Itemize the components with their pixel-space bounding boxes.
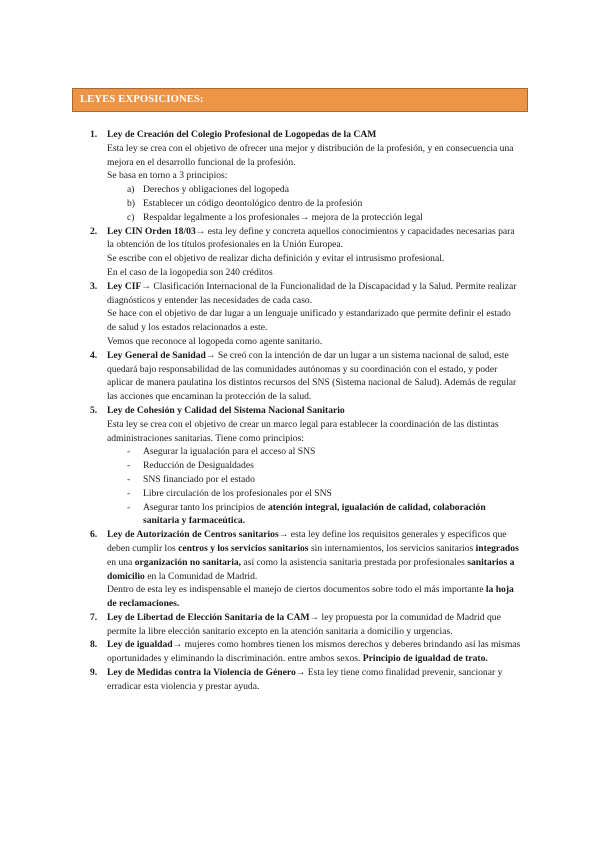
item-number: 4. xyxy=(90,349,98,361)
item-title: Ley de Autorización de Centros sanitarios xyxy=(107,529,279,541)
item-bold-text: organización no sanitaria, xyxy=(134,556,242,568)
section-title: LEYES EXPOSICIONES: xyxy=(80,94,204,105)
bullet-item xyxy=(107,487,522,501)
sub-label: b) xyxy=(127,197,135,209)
item-text: Esta ley se crea con el objetivo de crear un marco legal para establecer la coordinación de las distintas administraciones sanitarias. Tiene como principios: xyxy=(107,418,499,444)
item-text: → esta ley define y concreta aquellos conocimientos y capacidades necesarias para la obtención de los títulos profesionales en la Unión Europea. xyxy=(107,225,515,251)
bullet-bold-text: atención integral, igualación de calidad, colaboración sanitaria y farmaceútica. xyxy=(143,501,486,527)
item-bold-text: la hoja de reclamaciones. xyxy=(107,584,514,610)
item-text: → ley propuesta por la comunidad de Madrid que permite la libre elección sanitario excepto en la atención sanitaria a domicilio y urgencias. xyxy=(107,611,501,637)
list-item xyxy=(90,404,522,528)
bullet-mark: - xyxy=(127,473,131,485)
bullet-text: Asegurar tanto los principios de xyxy=(143,501,268,513)
list-item xyxy=(90,128,522,225)
bullet-text: Libre circulación de los profesionales por el SNS xyxy=(143,487,332,499)
bullet-text: SNS financiado por el estado xyxy=(143,473,255,485)
item-text: → Clasificación Internacional de la Funcionalidad de la Discapacidad y la Salud. Permite realizar diagnósticos y entender las necesidades de cada caso. xyxy=(107,280,517,306)
list-item xyxy=(90,349,522,404)
item-title: Ley de Cohesión y Calidad del Sistema Nacional Sanitario xyxy=(107,404,345,416)
sub-text: Respaldar legalmente a los profesionales→ mejora de la protección legal xyxy=(143,211,423,223)
item-number: 7. xyxy=(90,611,98,623)
item-text: sin internamientos, los servicios sanitarios xyxy=(308,542,476,554)
sub-item xyxy=(107,197,522,211)
bullet-mark: - xyxy=(127,501,131,513)
item-title: Ley de Creación del Colegio Profesional de Logopedas de la CAM xyxy=(107,129,377,140)
list-item xyxy=(90,611,522,639)
bullet-mark: - xyxy=(127,487,131,499)
item-title: Ley de Libertad de Elección Sanitaria de la CAM xyxy=(107,611,310,623)
item-text: Esta ley se crea con el objetivo de ofrecer una mejor y distribución de la profesión, y en consecuencia una mejora en el desarrollo funcional de la profesión. xyxy=(107,142,514,168)
sub-label: c) xyxy=(127,211,135,223)
item-text: → Se creó con la intención de dar un lugar a un sistema nacional de salud, este quedará bajo responsabilidad de las comunidades autónomas y su coordinación con el estado, y poder aplicar de manera paulatina los distintos recursos del SNS (Sistema nacional de Salud). Además de regular las acciones que encaminan la protección de la salud. xyxy=(107,349,517,403)
item-bold-text: Principio de igualdad de trato. xyxy=(362,653,488,665)
item-text: en la Comunidad de Madrid. xyxy=(144,570,258,582)
item-text: → esta ley define los requisitos generales y específicos que deben cumplir los xyxy=(107,529,507,554)
item-title: Ley de igualdad xyxy=(107,639,173,651)
item-text: → mujeres como hombres tienen los mismos derechos y deberes brindando así las mismas oportunidades y eliminando la discriminación. entre ambos sexos. xyxy=(107,639,521,665)
list-item xyxy=(90,280,522,349)
item-number: 9. xyxy=(90,667,98,679)
bullet-mark: - xyxy=(127,460,131,472)
item-text: → Esta ley tiene como finalidad prevenir, sancionar y erradicar esta violencia y prestar ayuda. xyxy=(107,667,503,692)
list-item xyxy=(90,666,522,694)
item-bold-text: integrados xyxy=(475,542,519,554)
bullet-item xyxy=(107,473,522,487)
item-number: 2. xyxy=(90,225,98,237)
sub-text: Derechos y obligaciones del logopeda xyxy=(143,184,289,196)
sub-label: a) xyxy=(127,184,135,196)
sub-item xyxy=(107,211,522,225)
item-number: 5. xyxy=(90,404,98,416)
list-item xyxy=(90,528,522,611)
bullet-text: Reducción de Desigualdades xyxy=(143,460,254,472)
item-text: Se hace con el objetivo de dar lugar a un lenguaje unificado y estandarizado que permite definir el estado de salud y los estados relacionados a este. xyxy=(107,308,511,334)
item-number: 1. xyxy=(90,129,98,140)
bullet-item xyxy=(107,459,522,473)
item-text: En el caso de la logopedia son 240 créditos xyxy=(107,266,273,278)
list-item xyxy=(90,225,522,280)
item-number: 3. xyxy=(90,280,98,292)
list-item xyxy=(90,638,522,666)
item-text: así como la asistencia sanitaria prestada por profesionales xyxy=(241,556,468,568)
item-title: Ley CIN Orden 18/03 xyxy=(107,225,196,237)
item-text: Dentro de esta ley es indispensable el manejo de ciertos documentos sobre todo el más importante xyxy=(107,584,486,596)
bullet-mark: - xyxy=(127,446,131,458)
item-number: 6. xyxy=(90,529,98,541)
document-body xyxy=(90,128,522,694)
item-text: Se escribe con el objetivo de realizar dicha definición y evitar el intrusismo profesional. xyxy=(107,253,445,265)
sub-item xyxy=(107,183,522,197)
item-bold-text: centros y los servicios sanitarios xyxy=(178,542,309,554)
bullet-text: Asegurar la igualación para el acceso al SNS xyxy=(143,446,316,458)
item-number: 8. xyxy=(90,639,98,651)
bullet-item xyxy=(107,501,522,529)
item-text: en una xyxy=(107,556,135,568)
item-title: Ley CIF xyxy=(107,280,142,292)
item-text: Vemos que reconoce al logopeda como agente sanitario. xyxy=(107,335,323,347)
sub-text: Establecer un código deontológico dentro de la profesión xyxy=(143,197,363,209)
item-title: Ley General de Sanidad xyxy=(107,349,206,361)
item-text: Se basa en torno a 3 principios: xyxy=(107,170,228,182)
section-header xyxy=(72,88,528,112)
item-title: Ley de Medidas contra la Violencia de Género xyxy=(107,667,296,679)
bullet-item xyxy=(107,445,522,459)
item-bold-text: sanitarios a domicilio xyxy=(107,556,515,582)
